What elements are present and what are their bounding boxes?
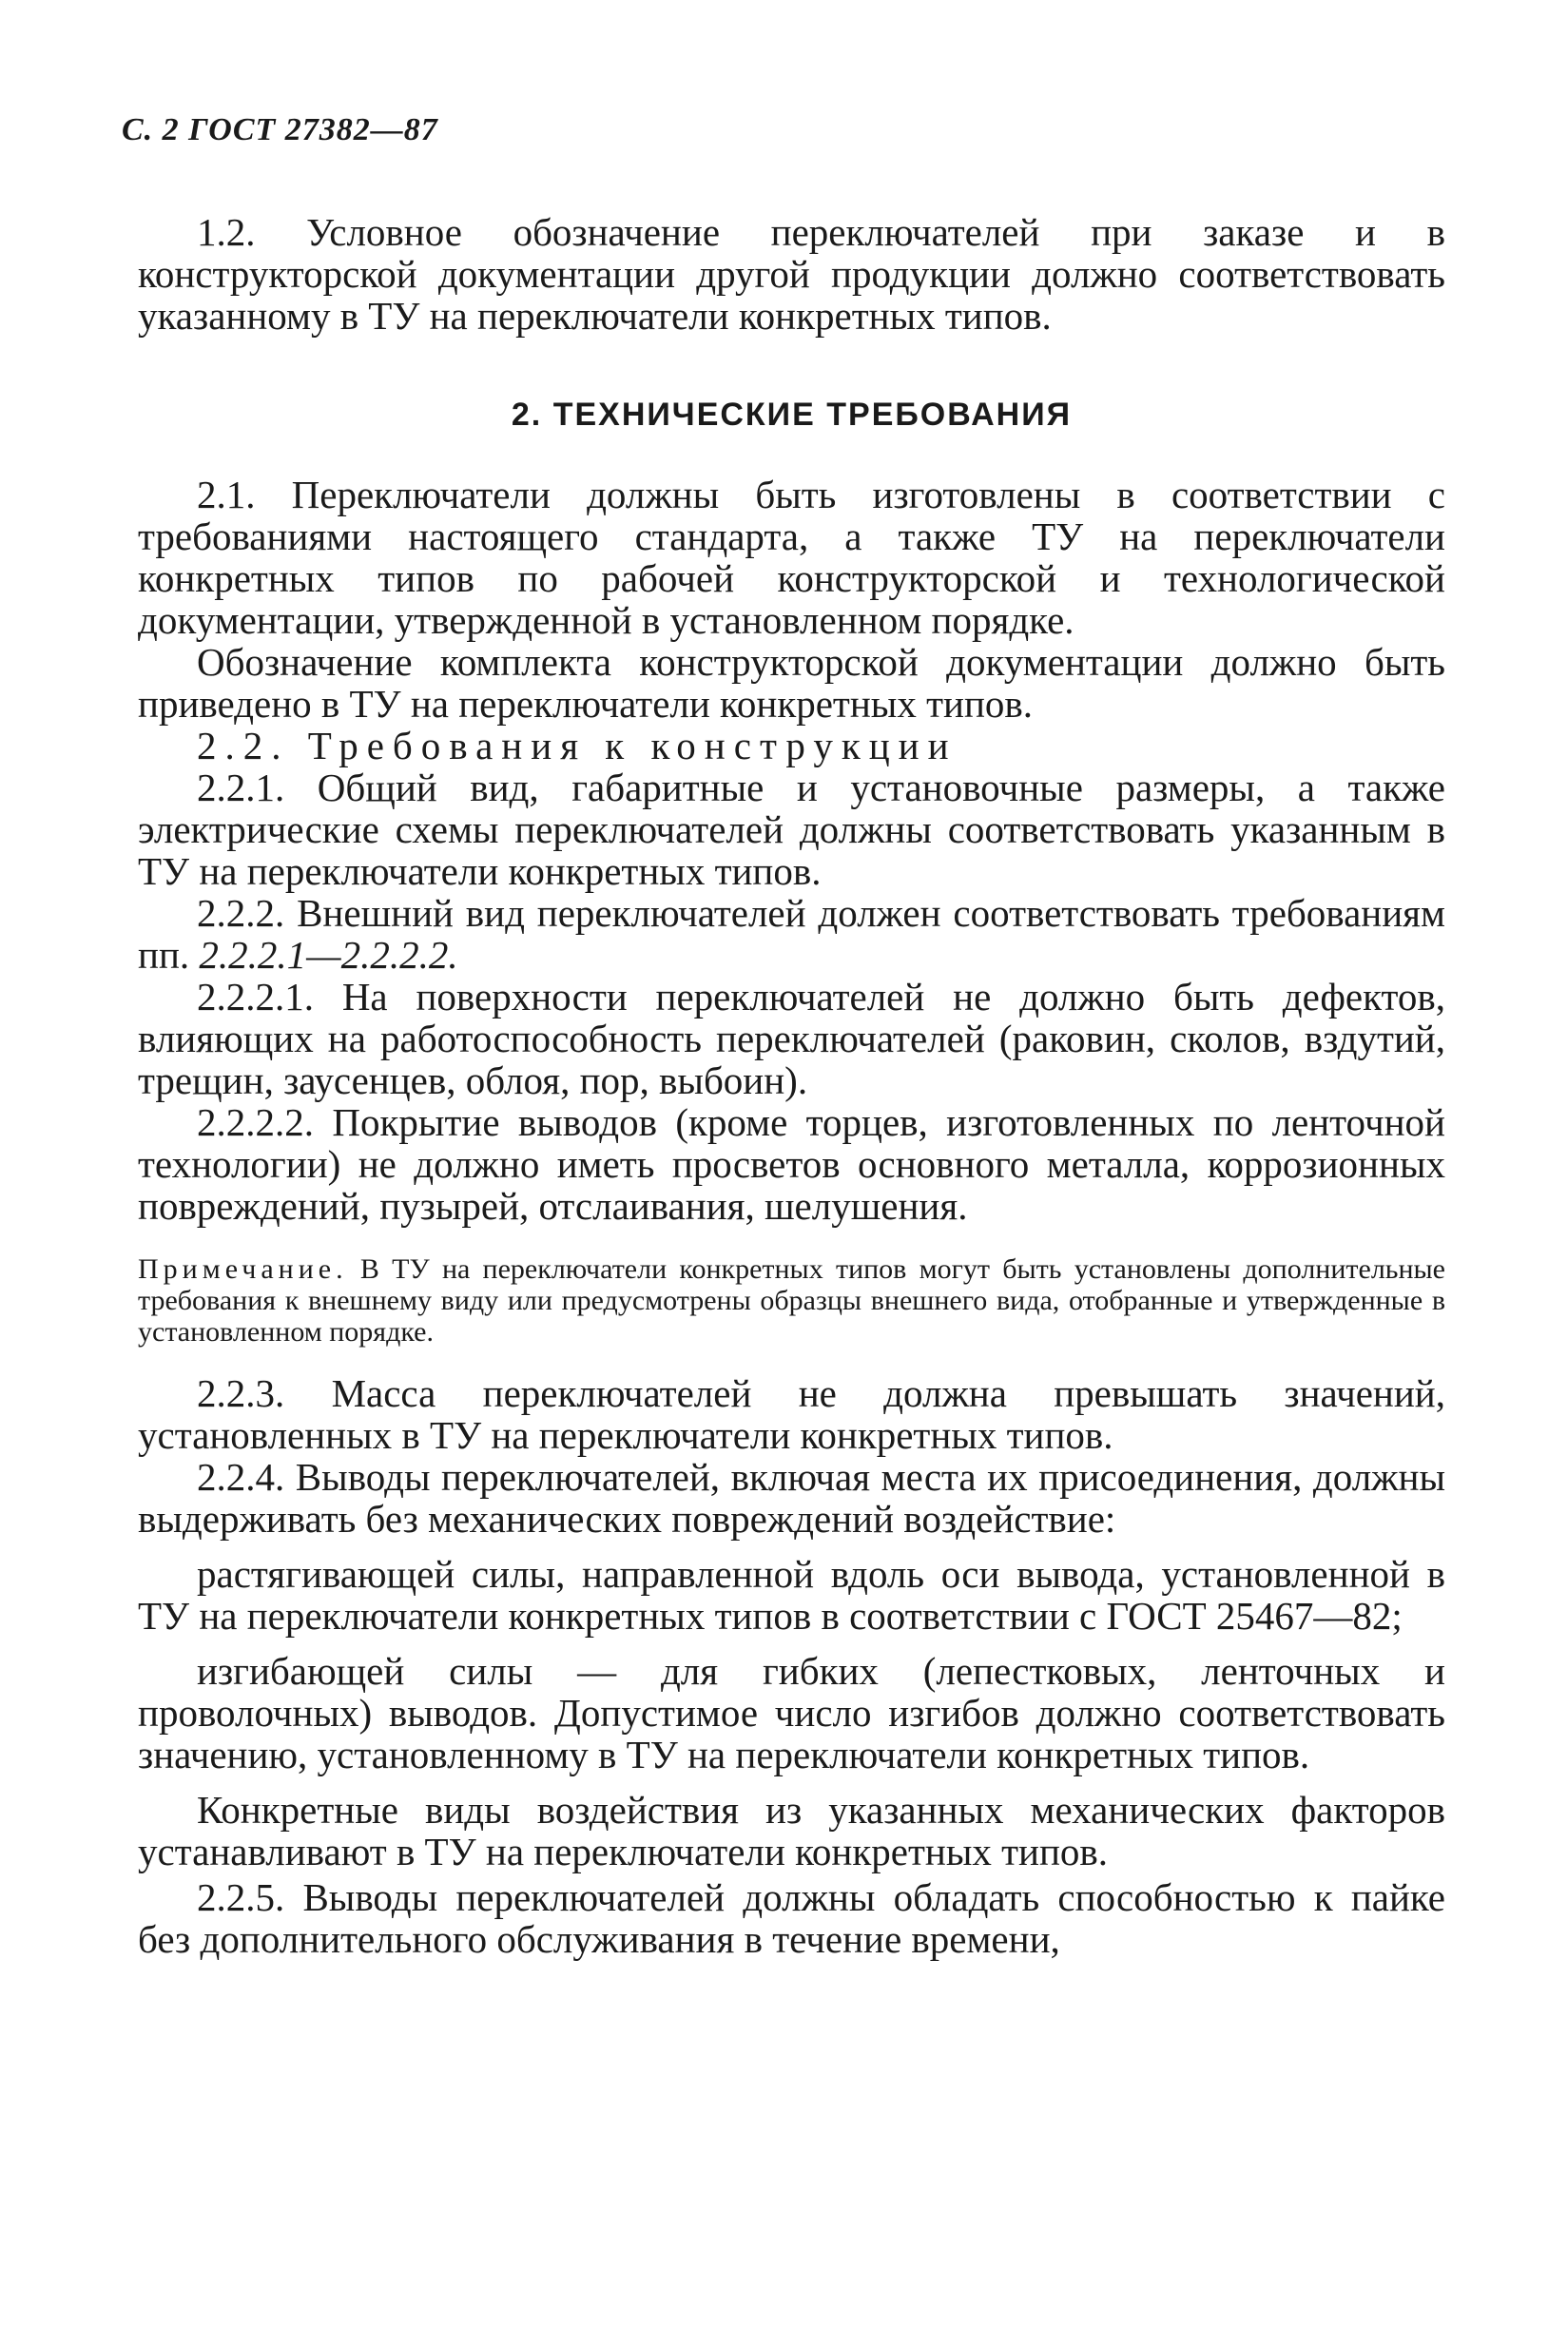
section-title: 2. ТЕХНИЧЕСКИЕ ТРЕБОВАНИЯ [511, 397, 1073, 433]
paragraph-2-2-1: 2.2.1. Общий вид, габаритные и установочные размеры, а также электрические схемы переключателей должны соответствовать указанным в ТУ на переключатели конкретных типов. [138, 766, 1445, 893]
paragraph-2-2-4-bending: изгибающей силы — для гибких (лепестковых, ленточных и проволочных) выводов. Допустимое число изгибов должно соответствовать значению, установленному в ТУ на переключатели конкретных типов. [138, 1649, 1445, 1776]
paragraph-2-2-4-factors: Конкретные виды воздействия из указанных механических факторов устанавливают в ТУ на переключатели конкретных типов. [138, 1788, 1445, 1873]
document-body [138, 211, 1445, 1960]
paragraph-2-1-designation: Обозначение комплекта конструкторской документации должно быть приведено в ТУ на переключатели конкретных типов. [138, 640, 1445, 726]
paragraph-2-2-4-tensile: растягивающей силы, направленной вдоль оси вывода, установленной в ТУ на переключатели конкретных типов в соответствии с ГОСТ 25467—82; [138, 1552, 1445, 1638]
note-label: Примечание. [138, 1253, 348, 1285]
paragraph-1-2: 1.2. Условное обозначение переключателей при заказе и в конструкторской документации другой продукции должно соответствовать указанному в ТУ на переключатели конкретных типов. [138, 210, 1445, 338]
paragraph-2-2-5: 2.2.5. Выводы переключателей должны обладать способностью к пайке без дополнительного обслуживания в течение времени, [138, 1875, 1445, 1961]
paragraph-2-2-2-1: 2.2.2.1. На поверхности переключателей не должно быть дефектов, влияющих на работоспособность переключателей (раковин, сколов, вздутий, трещин, заусенцев, облоя, пор, выбоин). [138, 975, 1445, 1102]
paragraph-2-2-2-text: 2.2.2. Внешний вид переключателей должен соответствовать требованиям пп. [138, 891, 1445, 977]
page-header: С. 2 ГОСТ 27382—87 [122, 112, 438, 147]
paragraph-2-2-2 [138, 892, 1445, 976]
note [138, 1253, 1445, 1348]
note-text: В ТУ на переключатели конкретных типов могут быть установлены дополнительные требования к внешнему виду или предусмотрены образцы внешнего вида, отобранные и утвержденные в установленном порядке. [138, 1253, 1445, 1348]
paragraph-2-1: 2.1. Переключатели должны быть изготовлены в соответствии с требованиями настоящего стандарта, а также ТУ на переключатели конкретных типов по рабочей конструкторской и технологической документации, утвержденной в установленном порядке. [138, 473, 1445, 642]
subsection-heading-2-2: 2.2. Требования к конструкции [197, 724, 958, 767]
paragraph-2-2-4: 2.2.4. Выводы переключателей, включая места их присоединения, должны выдерживать без механических повреждений воздействие: [138, 1455, 1445, 1541]
paragraph-2-2-2-2: 2.2.2.2. Покрытие выводов (кроме торцев, изготовленных по ленточной технологии) не должно иметь просветов основного металла, коррозионных повреждений, пузырей, отслаивания, шелушения. [138, 1100, 1445, 1228]
paragraph-2-2-3: 2.2.3. Масса переключателей не должна превышать значений, установленных в ТУ на переключатели конкретных типов. [138, 1371, 1445, 1457]
paragraph-2-2-2-reference: 2.2.2.1—2.2.2.2. [199, 933, 458, 977]
